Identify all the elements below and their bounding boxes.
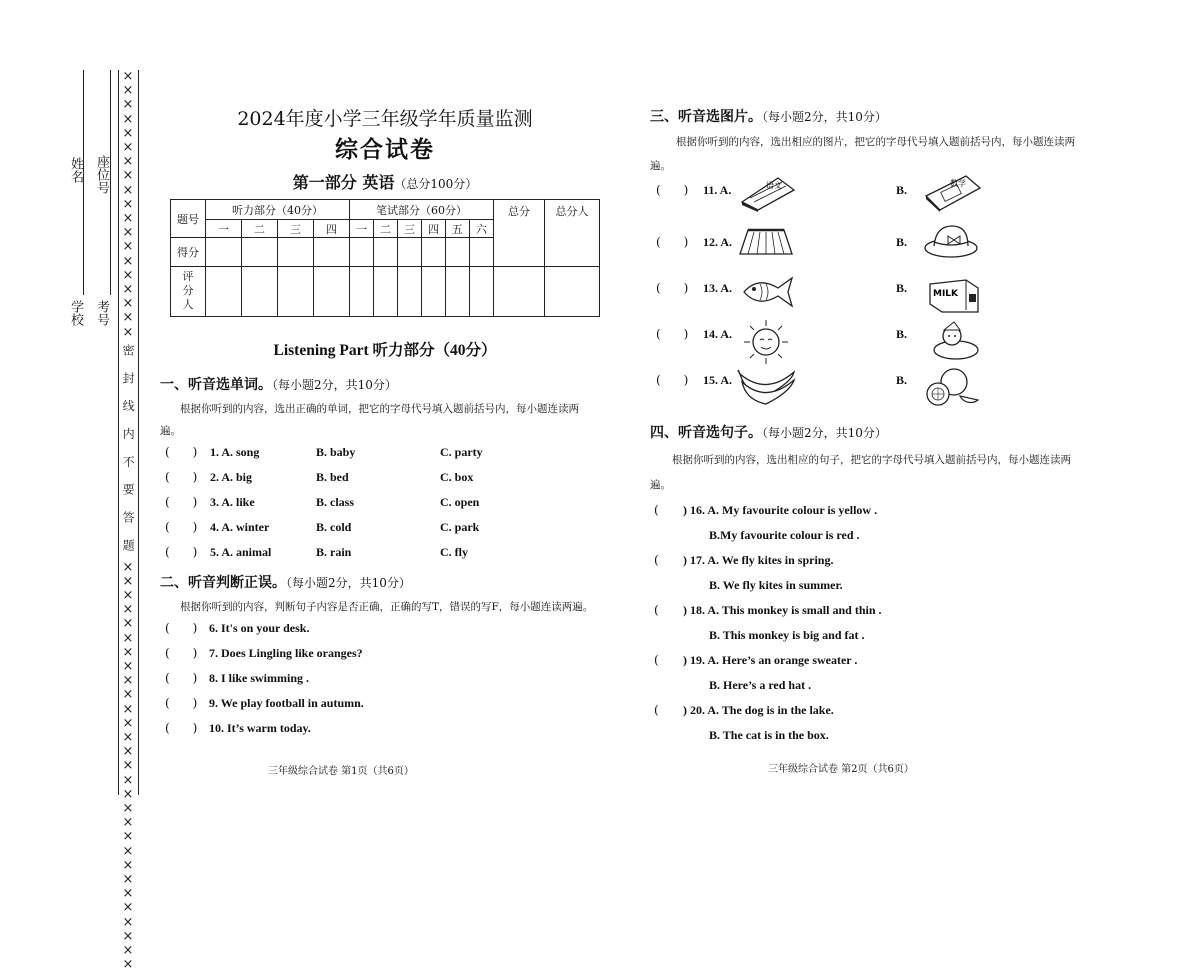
q1-option-c: C. party <box>440 445 483 459</box>
answer-paren: ( ) <box>656 235 689 249</box>
listening-title: Listening Part 听力部分（40分） <box>273 342 497 359</box>
q1-option-c: C. park <box>440 520 480 534</box>
answer-paren: ( ) <box>165 646 198 660</box>
q3-option-a: 15. A. <box>703 373 733 387</box>
q3-option-a: 11. A. <box>703 183 732 197</box>
grader-text: 评 分 人 <box>182 270 194 312</box>
score-label: 得分 <box>171 238 206 266</box>
q3-option-b: B. <box>896 373 908 387</box>
w-col-4: 四 <box>421 220 445 238</box>
q2-sentence: 9. We play football in autumn. <box>209 696 364 710</box>
section1-note: （每小题2分，共10分） <box>272 378 397 392</box>
exam-no-line <box>110 70 111 295</box>
oranges-picture <box>920 366 982 408</box>
l-col-1: 一 <box>206 220 242 238</box>
section2-title: 二、听音判断正误。（每小题2分，共10分） <box>160 575 411 591</box>
part-note: （总分100分） <box>394 177 478 191</box>
answer-paren: ( ) <box>656 281 689 295</box>
answer-paren: ( ) <box>656 373 689 387</box>
answer-paren: ( ) <box>656 183 689 197</box>
seal-crosses-bottom: × × × × × × × × × × × × × × × × × × × × × × × × × × × × × <box>122 559 134 972</box>
answer-paren: ( <box>654 653 659 667</box>
answer-paren: ( <box>654 503 659 517</box>
section3-title: 三、听音选图片。（每小题2分，共10分） <box>650 109 887 125</box>
w-col-1: 一 <box>350 220 374 238</box>
snowman-picture <box>926 320 982 360</box>
exam-title: 2024年度小学三年级学年质量监测 <box>237 108 533 130</box>
row-label: 题号 <box>171 200 206 238</box>
q2-sentence: 7. Does Lingling like oranges? <box>209 646 363 660</box>
section1-instr1: 根据你听到的内容，选出正确的单词，把它的字母代号填入题前括号内，每小题连读两 <box>180 403 579 415</box>
answer-paren: ( ) <box>165 671 198 685</box>
part-name: 第一部分 英语 <box>292 173 395 192</box>
w-col-3: 三 <box>397 220 421 238</box>
seal-crosses-top: × × × × × × × × × × × × × × × × × × × <box>122 69 134 340</box>
q4-option-a: ) 18. A. This monkey is small and thin . <box>683 603 882 617</box>
section4-title: 四、听音选句子。（每小题2分，共10分） <box>650 425 887 441</box>
footer-left: 三年级综合试卷 第1页（共6页） <box>268 766 414 777</box>
q1-option-a: 5. A. animal <box>210 545 272 559</box>
q4-option-b: B. The cat is in the box. <box>709 728 829 742</box>
answer-paren: ( ) <box>165 520 198 534</box>
section4-instr1: 根据你听到的内容，选出相应的句子，把它的字母代号填入题前括号内，每小题连读两 <box>672 454 1071 466</box>
section3-note: （每小题2分，共10分） <box>762 110 887 124</box>
q4-option-b: B. We fly kites in summer. <box>709 578 843 592</box>
q4-option-b: B. This monkey is big and fat . <box>709 628 865 642</box>
q3-option-a: 14. A. <box>703 327 733 341</box>
math-book-label: 数学 <box>950 179 966 188</box>
answer-paren: ( ) <box>165 495 198 509</box>
w-col-2: 二 <box>373 220 397 238</box>
w-col-5: 五 <box>445 220 469 238</box>
grader-label <box>171 266 206 316</box>
skirt-picture <box>738 226 794 258</box>
q4-option-a: ) 16. A. My favourite colour is yellow . <box>683 503 878 517</box>
q1-option-b: B. cold <box>316 520 352 534</box>
l-col-2: 二 <box>242 220 278 238</box>
seal-line-left <box>118 70 119 795</box>
bananas-picture <box>736 366 798 406</box>
chinese-book-label: 语文 <box>766 181 782 190</box>
q4-option-a: ) 19. A. Here’s an orange sweater . <box>683 653 858 667</box>
q1-option-b: B. baby <box>316 445 356 459</box>
q2-sentence: 6. It's on your desk. <box>209 621 310 635</box>
school-label: 学校 <box>68 300 83 326</box>
w-col-6: 六 <box>469 220 493 238</box>
name-label: 姓名 <box>68 157 83 183</box>
chinese-book-picture <box>738 172 796 212</box>
q1-option-b: B. bed <box>316 470 349 484</box>
q4-option-b: B.My favourite colour is red . <box>709 528 860 542</box>
total-header: 总分 <box>494 200 545 267</box>
hat-picture <box>922 222 980 260</box>
l-col-4: 四 <box>314 220 350 238</box>
answer-paren: ( <box>654 553 659 567</box>
section3-instr2: 遍。 <box>650 160 671 172</box>
milk-label: MILK <box>933 289 959 299</box>
q2-sentence: 10. It’s warm today. <box>209 721 311 735</box>
section3-instr1: 根据你听到的内容，选出相应的图片，把它的字母代号填入题前括号内，每小题连读两 <box>676 136 1075 148</box>
q1-option-c: C. fly <box>440 545 468 559</box>
answer-paren: ( ) <box>165 445 198 459</box>
q3-option-b: B. <box>896 235 908 249</box>
answer-paren: ( <box>654 703 659 717</box>
answer-paren: ( ) <box>165 545 198 559</box>
q1-option-c: C. box <box>440 470 474 484</box>
q1-option-c: C. open <box>440 495 480 509</box>
answer-paren: ( <box>654 603 659 617</box>
section4-note: （每小题2分，共10分） <box>762 426 887 440</box>
answer-paren: ( ) <box>165 696 198 710</box>
fish-picture <box>738 274 796 310</box>
q3-option-a: 12. A. <box>703 235 733 249</box>
exam-subtitle: 综合试卷 <box>335 136 435 163</box>
milk-carton-picture <box>926 274 982 314</box>
q4-option-a: ) 17. A. We fly kites in spring. <box>683 553 834 567</box>
q3-option-b: B. <box>896 183 908 197</box>
seal-line-right <box>138 70 139 795</box>
l-col-3: 三 <box>278 220 314 238</box>
seal-text: 密 封 线 内 不 要 答 题 <box>121 343 136 557</box>
section2-note: （每小题2分，共10分） <box>286 576 411 590</box>
q4-option-a: ) 20. A. The dog is in the lake. <box>683 703 834 717</box>
exam-no-label: 考号 <box>94 300 109 326</box>
q1-option-a: 2. A. big <box>210 470 253 484</box>
q3-option-b: B. <box>896 327 908 341</box>
part-title <box>200 170 570 193</box>
score-table <box>170 199 600 317</box>
written-header: 笔试部分（60分） <box>350 200 494 220</box>
q1-option-a: 1. A. song <box>210 445 260 459</box>
q1-option-b: B. rain <box>316 545 352 559</box>
section1-instr2: 遍。 <box>160 425 181 437</box>
q3-option-b: B. <box>896 281 908 295</box>
q3-option-a: 13. A. <box>703 281 733 295</box>
seat-label: 座位号 <box>94 155 109 194</box>
answer-paren: ( ) <box>165 621 198 635</box>
q4-option-b: B. Here’s a red hat . <box>709 678 812 692</box>
scorer-total-header: 总分人 <box>545 200 600 267</box>
section4-instr2: 遍。 <box>650 479 671 491</box>
section2-instr: 根据你听到的内容，判断句子内容是否正确，正确的写T，错误的写F，每小题连读两遍。 <box>180 601 594 613</box>
sun-picture <box>738 318 794 366</box>
q1-option-a: 4. A. winter <box>210 520 270 534</box>
math-book-picture <box>922 172 982 212</box>
answer-paren: ( ) <box>165 721 198 735</box>
listening-header: 听力部分（40分） <box>206 200 350 220</box>
seal-cross-column <box>120 69 136 972</box>
q1-option-a: 3. A. like <box>210 495 255 509</box>
q1-option-b: B. class <box>316 495 355 509</box>
footer-right: 三年级综合试卷 第2页（共6页） <box>768 764 914 775</box>
answer-paren: ( ) <box>165 470 198 484</box>
answer-paren: ( ) <box>656 327 689 341</box>
q2-sentence: 8. I like swimming . <box>209 671 310 685</box>
section1-title: 一、听音选单词。（每小题2分，共10分） <box>160 377 397 393</box>
